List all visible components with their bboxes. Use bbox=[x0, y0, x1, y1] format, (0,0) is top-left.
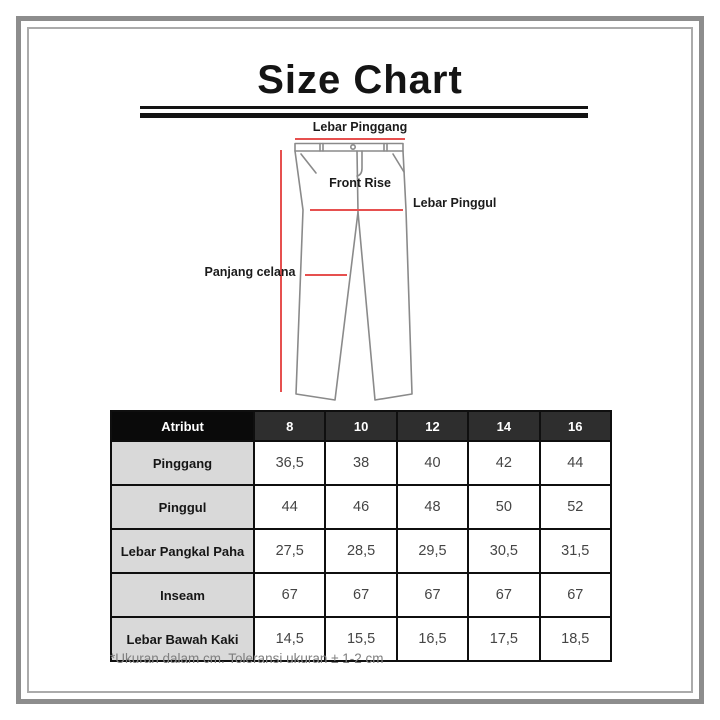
length-label: Panjang celana bbox=[204, 265, 296, 279]
table-row bbox=[111, 573, 611, 617]
size-value-cell: 67 bbox=[468, 573, 539, 617]
size-value-cell: 67 bbox=[540, 573, 611, 617]
size-table bbox=[110, 410, 612, 662]
row-label-cell: Pinggang bbox=[111, 441, 254, 485]
size-value-cell: 44 bbox=[254, 485, 325, 529]
size-value-cell: 29,5 bbox=[397, 529, 468, 573]
size-value-cell: 52 bbox=[540, 485, 611, 529]
size-column-header-8: 8 bbox=[254, 411, 325, 441]
pocket-line-right bbox=[393, 154, 404, 172]
waist-label: Lebar Pinggang bbox=[312, 120, 408, 134]
size-value-cell: 36,5 bbox=[254, 441, 325, 485]
size-value-cell: 46 bbox=[325, 485, 396, 529]
size-value-cell: 14,5 bbox=[254, 617, 325, 661]
size-value-cell: 28,5 bbox=[325, 529, 396, 573]
size-value-cell: 38 bbox=[325, 441, 396, 485]
size-column-header-10: 10 bbox=[325, 411, 396, 441]
size-value-cell: 16,5 bbox=[397, 617, 468, 661]
waist-button bbox=[351, 145, 355, 149]
pocket-line-left bbox=[301, 154, 316, 173]
size-column-header-14: 14 bbox=[468, 411, 539, 441]
table-row bbox=[111, 485, 611, 529]
row-label-cell: Inseam bbox=[111, 573, 254, 617]
size-value-cell: 67 bbox=[397, 573, 468, 617]
table-row bbox=[111, 441, 611, 485]
size-value-cell: 18,5 bbox=[540, 617, 611, 661]
measurement-note: *Ukuran dalam cm. Toleransi ukuran ± 1-2 cm bbox=[110, 651, 384, 666]
header-row bbox=[111, 411, 611, 441]
size-value-cell: 44 bbox=[540, 441, 611, 485]
page-title: Size Chart bbox=[257, 58, 463, 102]
size-value-cell: 27,5 bbox=[254, 529, 325, 573]
size-value-cell: 31,5 bbox=[540, 529, 611, 573]
row-label-cell: Lebar Bawah Kaki bbox=[111, 617, 254, 661]
hip-label: Lebar Pinggul bbox=[413, 196, 497, 210]
size-column-header-12: 12 bbox=[397, 411, 468, 441]
title-divider bbox=[140, 106, 588, 118]
size-column-header-16: 16 bbox=[540, 411, 611, 441]
row-label-cell: Pinggul bbox=[111, 485, 254, 529]
size-table-body bbox=[111, 441, 611, 661]
size-table-header bbox=[111, 411, 611, 441]
size-value-cell: 40 bbox=[397, 441, 468, 485]
size-value-cell: 67 bbox=[325, 573, 396, 617]
size-value-cell: 15,5 bbox=[325, 617, 396, 661]
table-row bbox=[111, 529, 611, 573]
size-value-cell: 17,5 bbox=[468, 617, 539, 661]
front-rise-label: Front Rise bbox=[329, 176, 391, 190]
size-value-cell: 50 bbox=[468, 485, 539, 529]
size-value-cell: 30,5 bbox=[468, 529, 539, 573]
size-value-cell: 42 bbox=[468, 441, 539, 485]
row-label-cell: Lebar Pangkal Paha bbox=[111, 529, 254, 573]
size-value-cell: 48 bbox=[397, 485, 468, 529]
pants-measurement-diagram bbox=[140, 118, 580, 410]
attribute-column-header: Atribut bbox=[111, 411, 254, 441]
size-value-cell: 67 bbox=[254, 573, 325, 617]
